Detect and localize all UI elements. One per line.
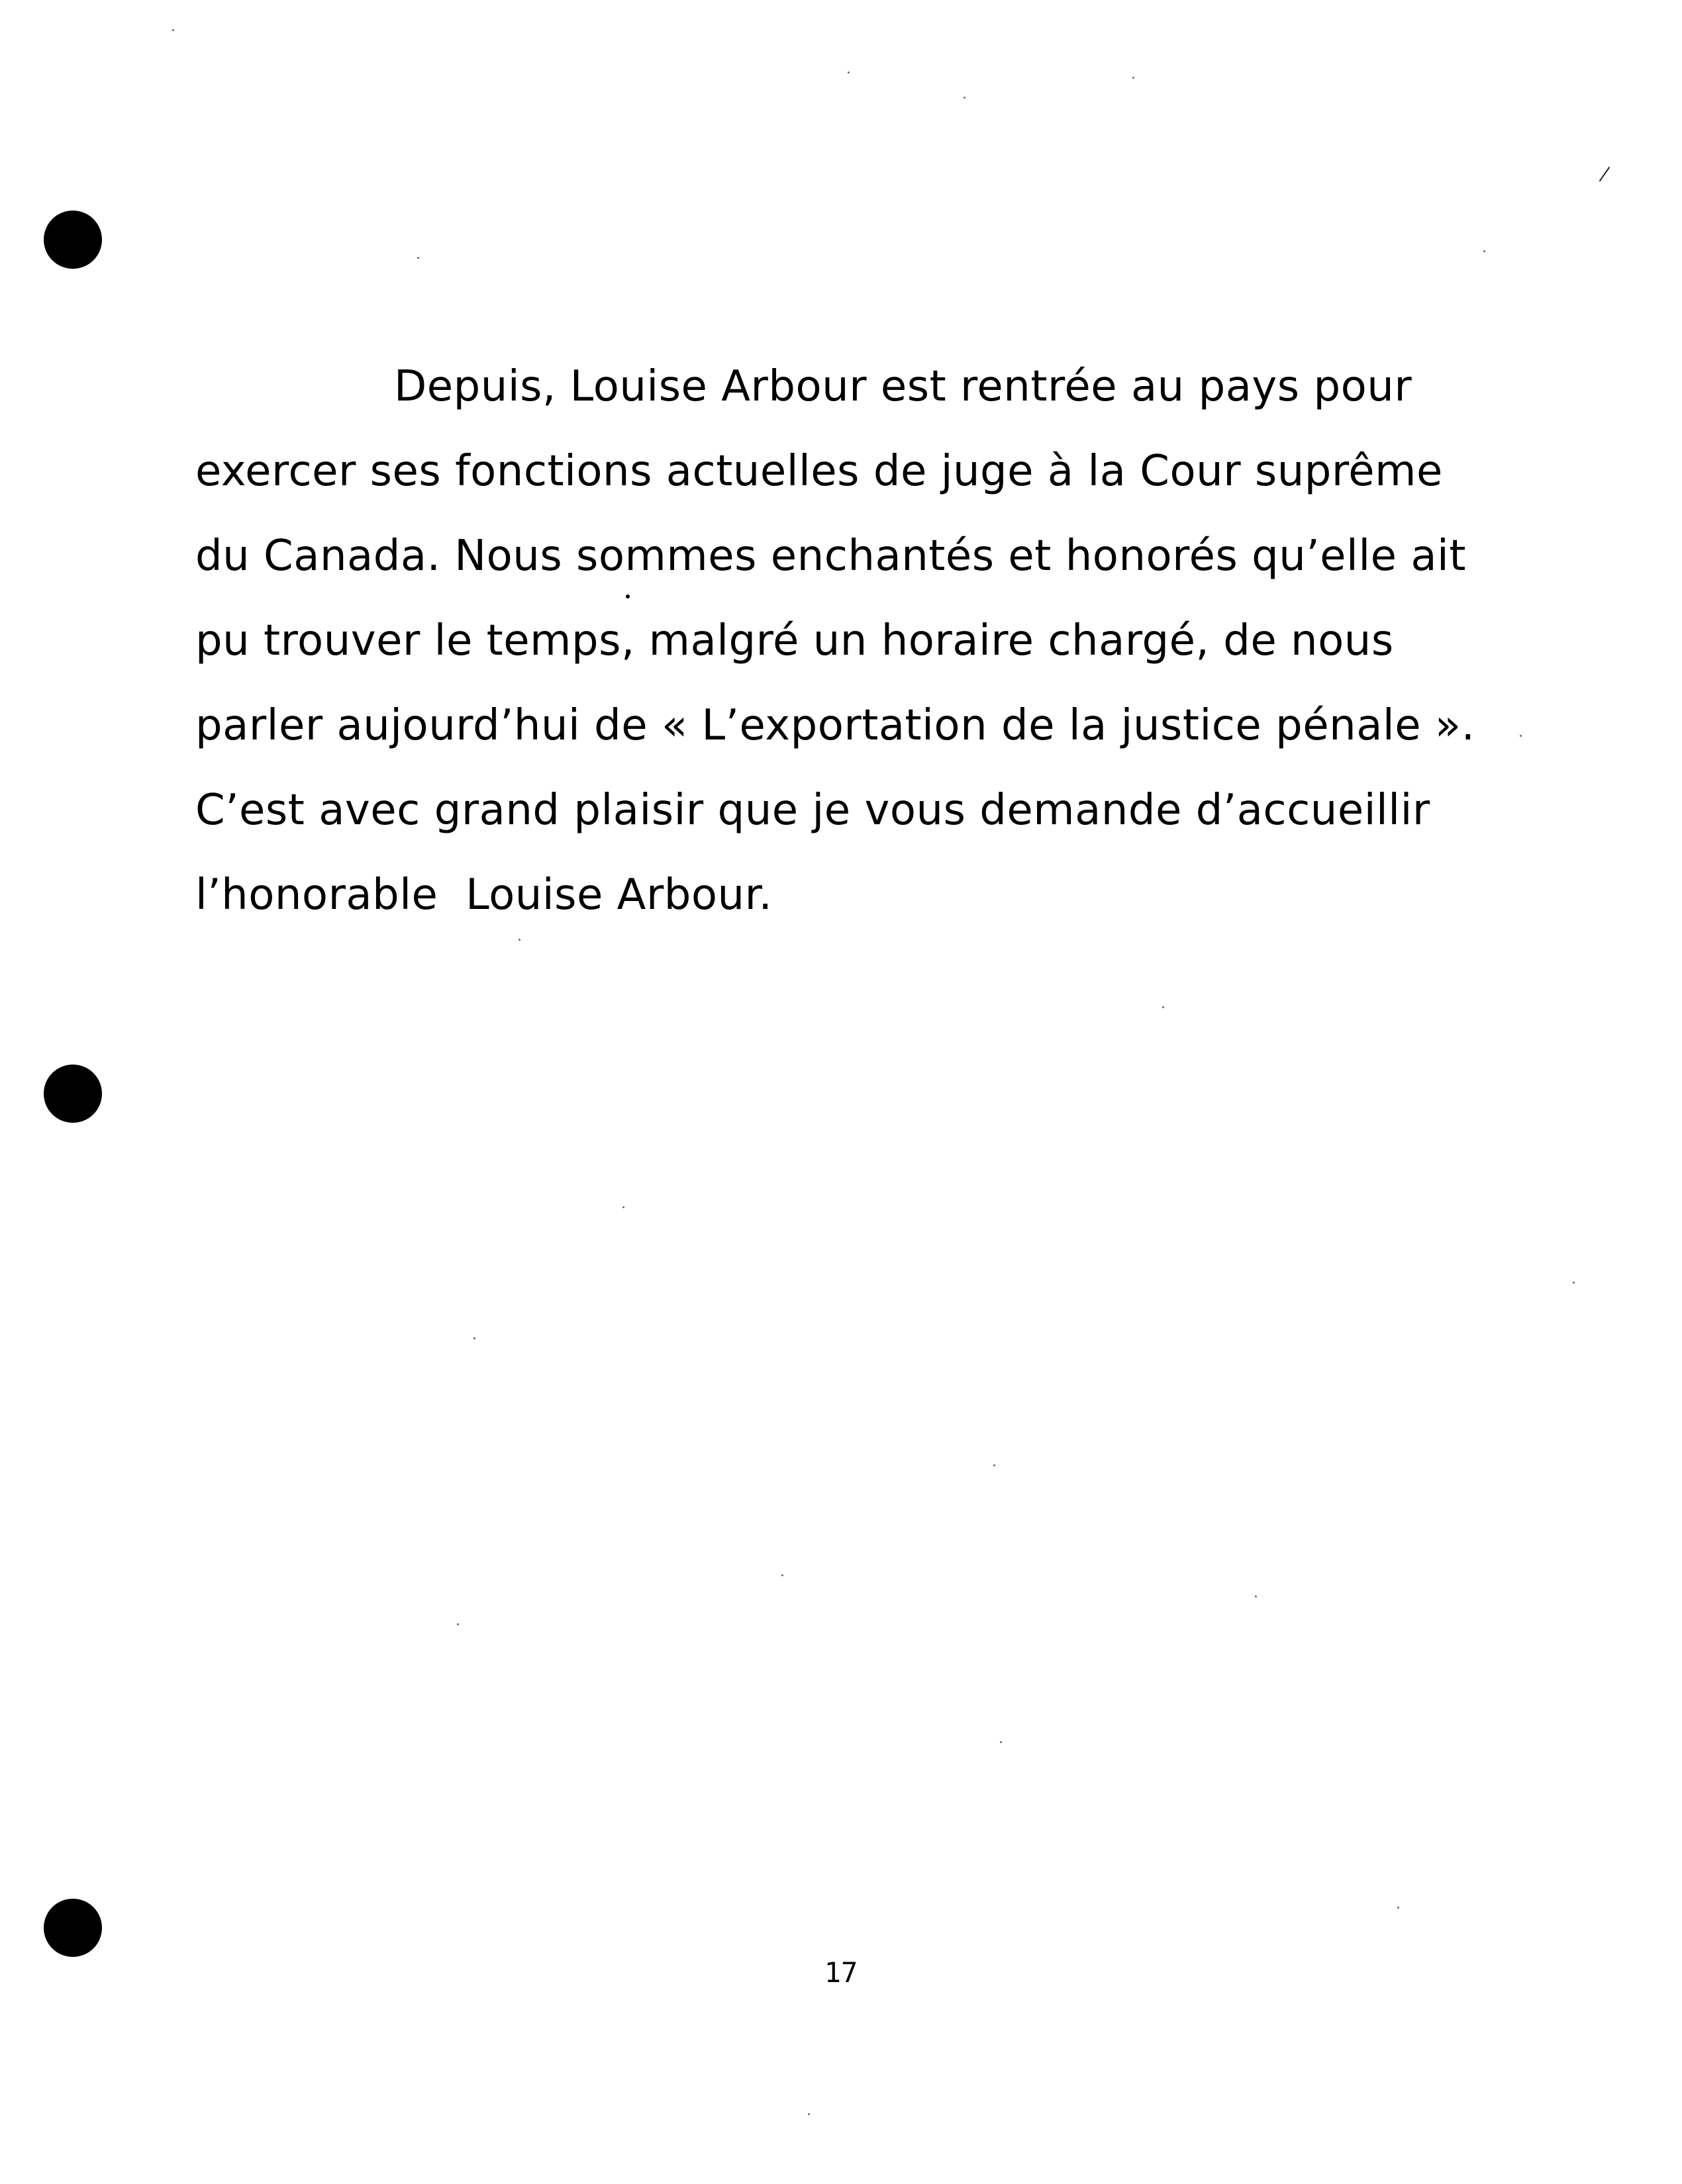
scan-speck <box>964 97 965 99</box>
paragraph-line: parler aujourd’hui de « L’exportation de la justice pénale ». <box>195 701 1475 750</box>
scan-speck <box>1483 250 1485 252</box>
paragraph-line: Depuis, Louise Arbour est rentrée au pays pour <box>394 362 1412 411</box>
scan-speck <box>1573 1282 1575 1284</box>
scan-speck <box>172 29 174 31</box>
page-number: 17 <box>824 1956 858 1989</box>
scan-speck <box>808 2113 810 2115</box>
scan-speck <box>781 1574 783 1576</box>
scan-speck <box>622 1206 624 1208</box>
pen-mark <box>1599 167 1610 181</box>
paragraph-line: C’est avec grand plaisir que je vous demande d’accueillir <box>195 786 1430 835</box>
scan-speck <box>1397 1907 1399 1909</box>
scan-speck <box>457 1623 459 1625</box>
scan-speck <box>1132 77 1134 79</box>
paragraph-line: pu trouver le temps, malgré un horaire chargé, de nous <box>195 616 1394 665</box>
scan-speck <box>417 257 419 259</box>
scan-speck <box>1162 1006 1164 1008</box>
scan-speck <box>1000 1741 1002 1743</box>
body-paragraph <box>195 344 1520 937</box>
scan-speck <box>473 1337 475 1339</box>
scan-speck <box>1520 735 1522 737</box>
punch-hole <box>44 1899 102 1957</box>
paragraph-line: exercer ses fonctions actuelles de juge à la Cour suprême <box>195 447 1443 496</box>
paragraph-line: du Canada. Nous sommes enchantés et honorés qu’elle ait <box>195 532 1466 581</box>
scan-speck <box>993 1464 995 1466</box>
scan-speck <box>848 71 850 73</box>
scan-speck <box>1255 1595 1257 1597</box>
paragraph-line: l’honorable Louise Arbour. <box>195 871 773 920</box>
punch-hole <box>44 211 102 269</box>
scan-speck <box>519 939 520 941</box>
punch-hole <box>44 1065 102 1123</box>
